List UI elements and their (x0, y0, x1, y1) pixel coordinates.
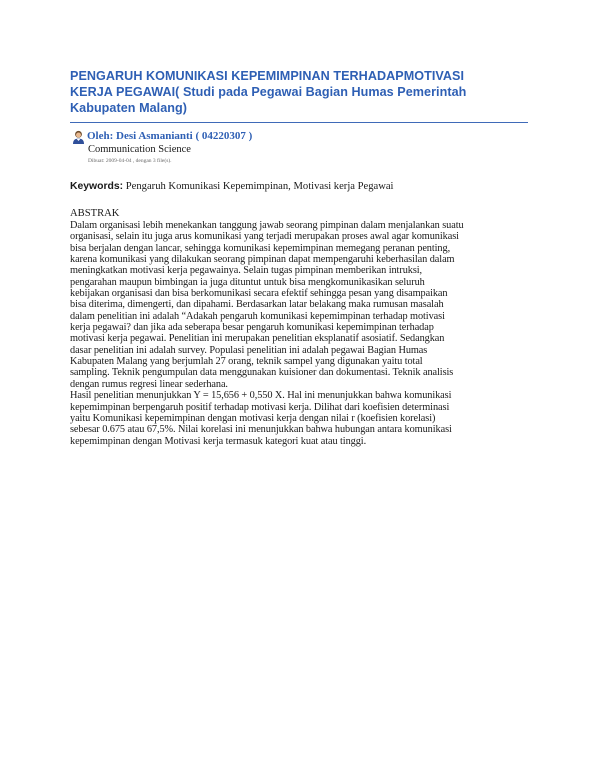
abstract-line: sebesar 0.675 atau 67,5%. Nilai korelasi ini menunjukkan bahwa hubungan antara komunikasi (70, 424, 452, 436)
abstract-body (70, 220, 540, 447)
document-title: PENGARUH KOMUNIKASI KEPEMIMPINAN TERHADAPMOTIVASI KERJA PEGAWAI( Studi pada Pegawai Bagian Humas Pemerintah Kabupaten Malang) (70, 69, 467, 115)
abstract-line: organisasi, selain itu juga arus komunikasi yang terjadi merupakan proses awal agar komunikasi (70, 231, 459, 243)
abstract-line: kepemimpinan berpengaruh positif terhadap motivasi kerja. Dilihat dari koefisien determinasi (70, 401, 450, 413)
abstract-line: Kabupaten Malang yang berjumlah 27 orang, teknik sampel yang digunakan yaitu total (70, 356, 423, 368)
abstract-line: meningkatkan motivasi kerja pegawainya. Selain tugas pimpinan memberikan intruksi, (70, 265, 423, 277)
abstract-line: Dalam organisasi lebih menekankan tanggung jawab seorang pimpinan dalam menjalankan suatu (70, 220, 464, 231)
abstract-line: Hasil penelitian menunjukkan Y = 15,656 + 0,550 X. Hal ini menunjukkan bahwa komunikasi (70, 390, 452, 402)
abstract-line: bisa berjalan dengan lancar, sehingga komunikasi kepemimpinan memegang peranan penting, (70, 242, 451, 254)
abstract-line: motivasi kerja pegawai. Penelitian ini merupakan penelitian eksplanatif asosiatif. Sedangkan (70, 333, 445, 345)
keywords-label: Keywords: (70, 181, 124, 192)
title-divider (70, 122, 528, 123)
abstract-line: kebijakan organisasi dan bisa berkomunikasi secara efektif sehingga pesan yang disampaikan (70, 288, 448, 300)
abstract-line: dasar penelitian ini adalah survey. Populasi penelitian ini adalah pegawai Bagian Humas (70, 344, 428, 356)
keywords-text: Pengaruh Komunikasi Kepemimpinan, Motivasi kerja Pegawai (123, 181, 394, 192)
abstract-line: pengarahan maupun bimbingan ia juga dituntut untuk bisa mengkomunikasikan seluruh (70, 276, 425, 288)
abstract-line: karena komunikasi yang dilakukan seorang pimpinan dapat mempengaruhi keberhasilan dalam (70, 254, 455, 266)
abstract-heading: ABSTRAK (70, 208, 120, 219)
abstract-line: bisa diterima, dimengerti, dan dipahami. Berdasarkan latar belakang maka rumusan masalah (70, 299, 444, 311)
upload-meta: Dibuat: 2009-04-04 , dengan 3 file(s). (88, 158, 172, 164)
abstract-line: yaitu Komunikasi kepemimpinan dengan motivasi kerja dengan nilai r (koefisien korelasi) (70, 412, 436, 424)
abstract-line: kerja pegawai? dan jika ada seberapa besar pengaruh komunikasi kepemimpinan terhadap (70, 322, 434, 334)
author-name: Oleh: Desi Asmanianti ( 04220307 ) (87, 130, 253, 142)
abstract-line: kepemimpinan dengan Motivasi kerja termasuk kategori kuat atau tinggi. (70, 435, 367, 447)
person-icon (72, 130, 85, 144)
abstract-line: sampling. Teknik pengumpulan data menggunakan kuisioner dan dokumentasi. Teknik analisis (70, 367, 454, 379)
keywords-line (70, 180, 394, 193)
abstract-line: dalam penelitian ini adalah “Adakah pengaruh komunikasi kepemimpinan terhadap motivasi (70, 310, 445, 322)
abstract-line: dengan rumus regresi linear sederhana. (70, 378, 228, 390)
author-department: Communication Science (88, 144, 191, 155)
